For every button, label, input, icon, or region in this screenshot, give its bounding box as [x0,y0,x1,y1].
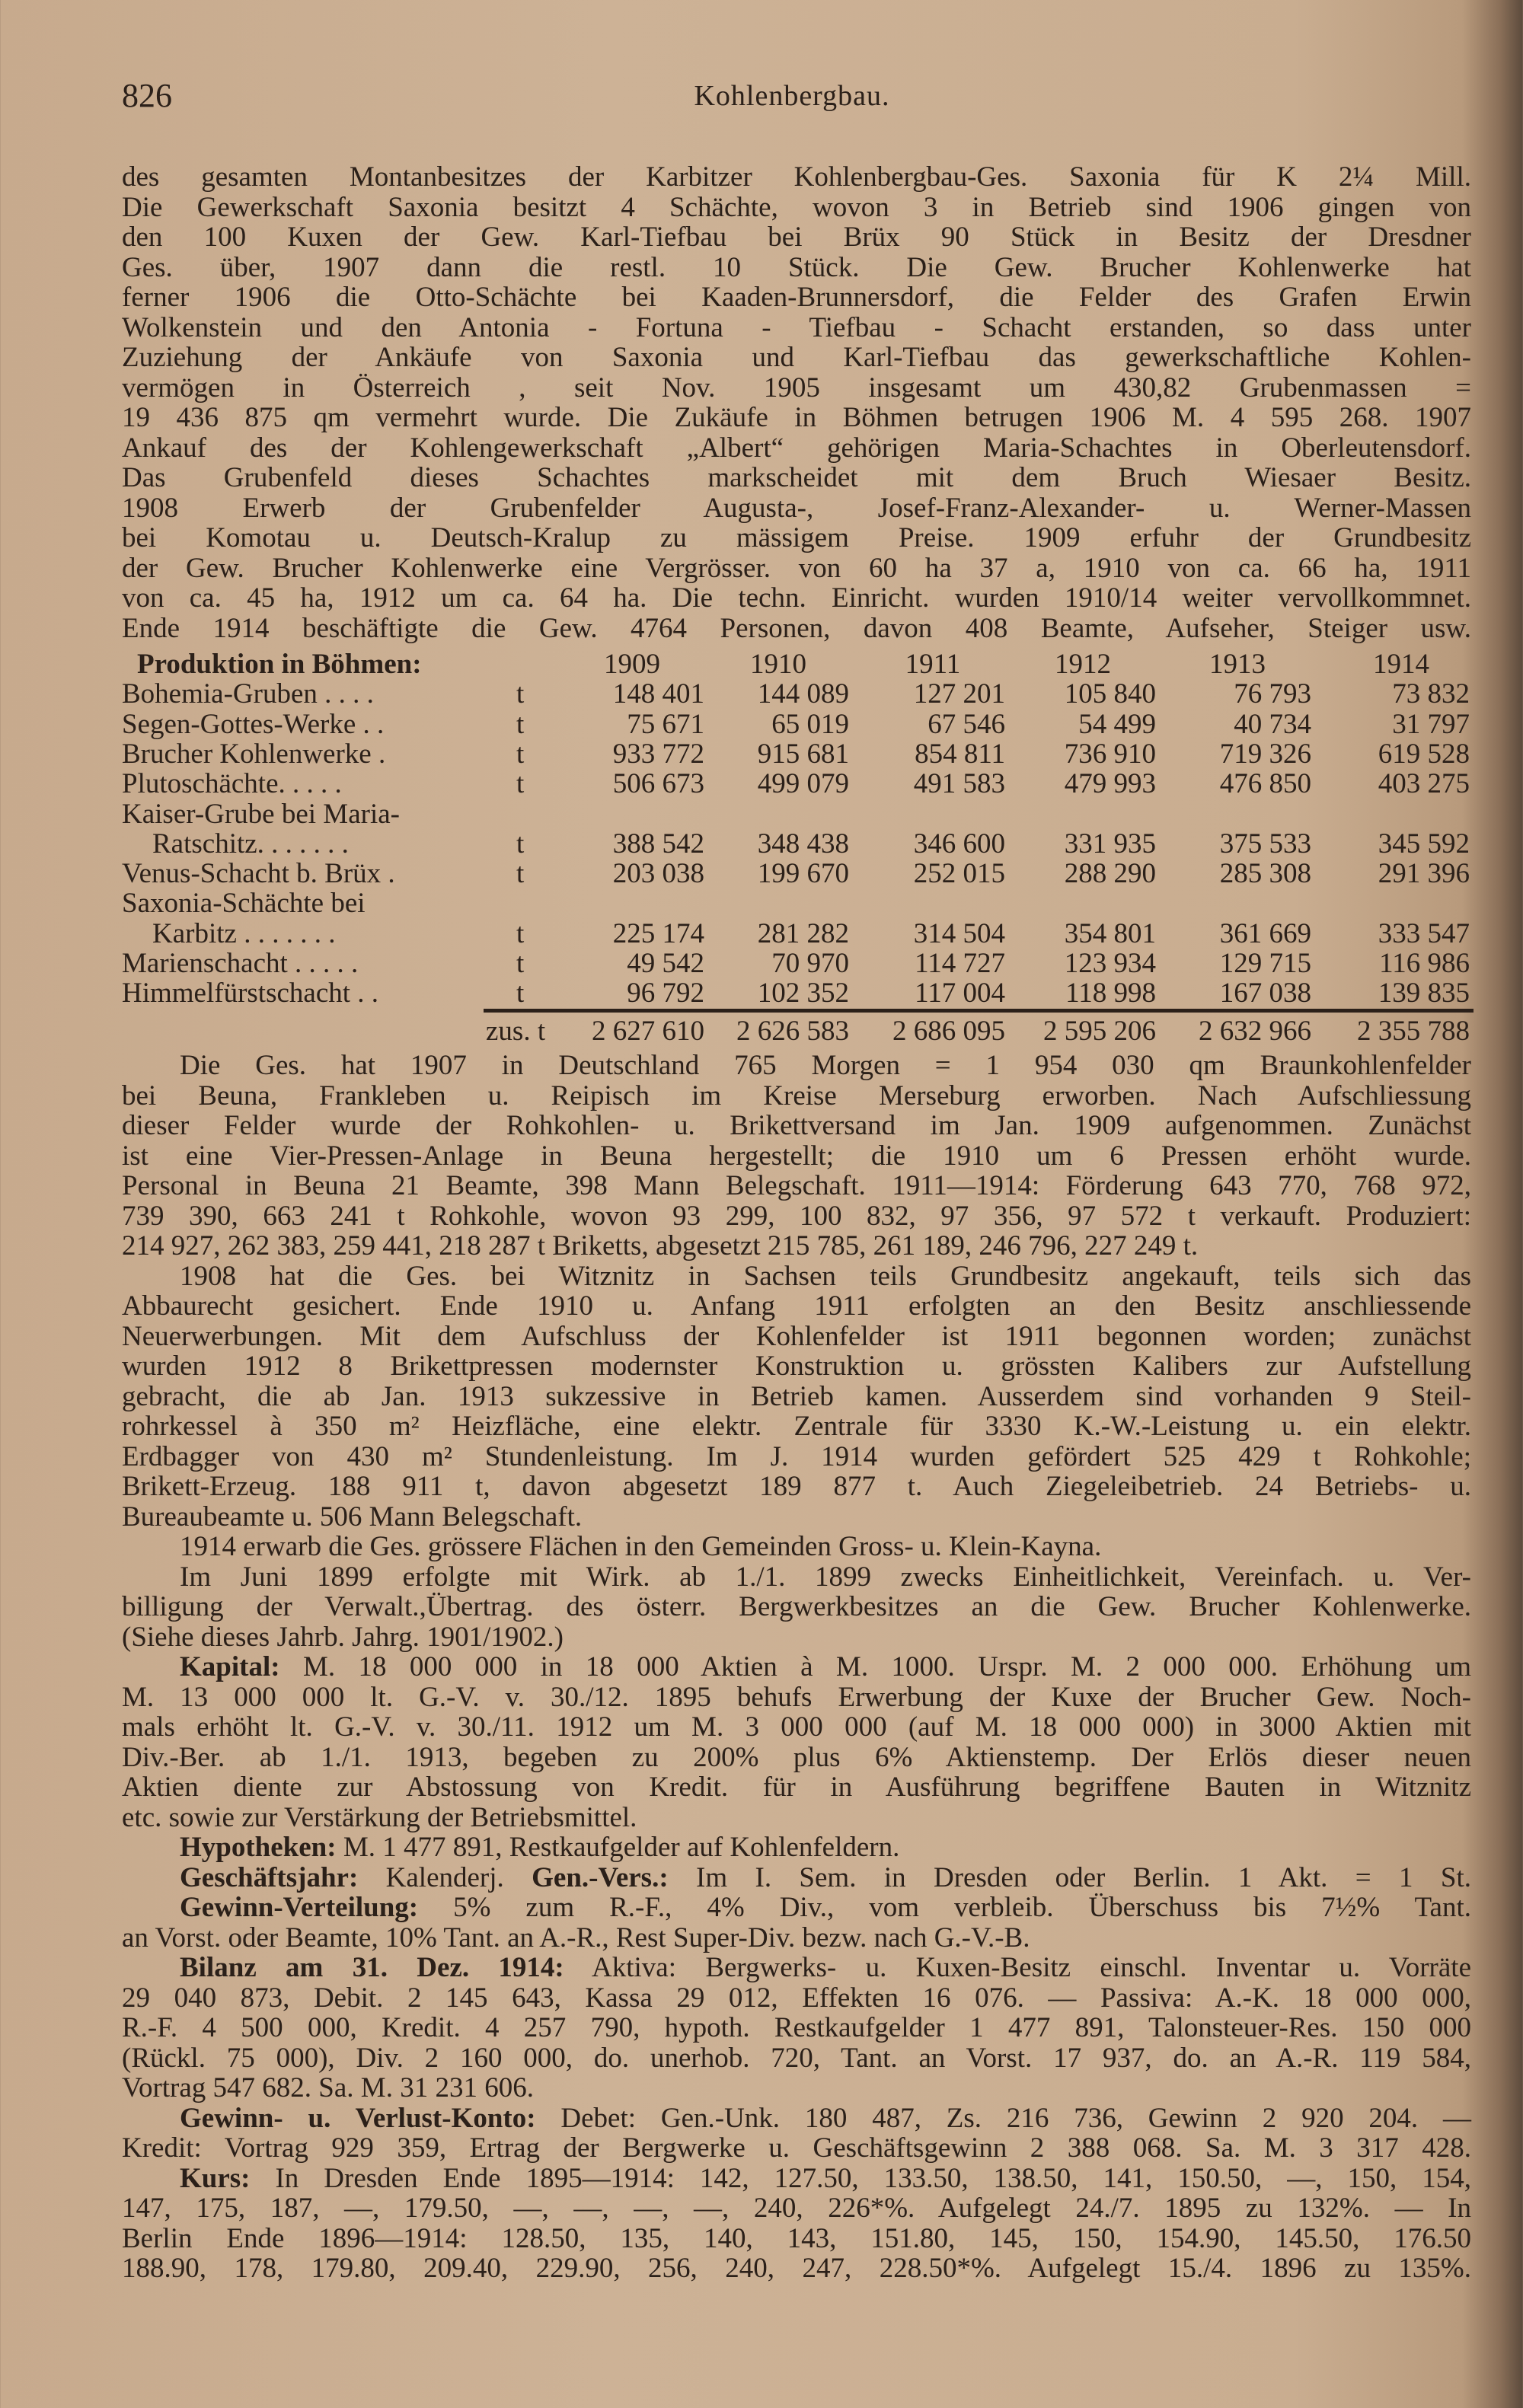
paragraph [122,1261,1471,1533]
text-line: R.-F. 4 500 000, Kredit. 4 257 790, hypoth. Restkaufgelder 1 477 891, Talonsteuer-Res. 150 000 [122,2012,1471,2043]
text-line: Kredit: Vortrag 929 359, Ertrag der Bergwerke u. Geschäftsgewinn 2 388 068. Sa. M. 3 317 428. [122,2132,1471,2164]
text-line: Vortrag 547 682. Sa. M. 31 231 606. [122,2072,534,2103]
paragraph [122,1051,1471,1261]
row-label: Marienschacht . . . . . [122,948,359,979]
total-cell: 2 595 206 [1043,1016,1156,1047]
text-line [122,2103,1471,2134]
table-cell: 225 174 [612,917,704,949]
paragraph [122,1562,1471,1653]
text-line: von ca. 45 ha, 1912 um ca. 64 ha. Die techn. Einricht. wurden 1910/14 weiter vervollkommnet. [122,582,1471,614]
text-line: rohrkessel à 350 m² Heizfläche, eine elektr. Zentrale für 3330 K.-W.-Leistung u. ein elektr. [122,1411,1471,1442]
run-in-heading: Kurs: [180,2162,251,2194]
text-line: 29 040 873, Debit. 2 145 643, Kassa 29 012, Effekten 16 076. — Passiva: A.-K. 18 000 000, [122,1982,1471,2014]
text-line: wurden 1912 8 Brikettpressen modernster Konstruktion u. grössten Kalibers zur Aufstellung [122,1351,1471,1382]
table-cell: 915 681 [757,738,849,770]
text-line: Die Gewerkschaft Saxonia besitzt 4 Schächte, wovon 3 in Betrieb sind 1906 gingen von [122,191,1471,223]
year-header: 1912 [1055,649,1111,680]
table-cell: 114 727 [915,948,1005,979]
table-cell: 54 499 [1078,708,1156,740]
table-cell: 76 793 [1234,678,1311,710]
text-run: Im I. Sem. in Dresden oder Berlin. 1 Akt. = 1 St. [668,1861,1471,1893]
table-row [122,799,1477,830]
table-cell: 331 935 [1064,828,1156,860]
table-cell: 314 504 [913,917,1005,949]
row-label: Saxonia-Schächte bei [122,888,366,920]
table-cell: 499 079 [757,768,849,800]
table-cell: 148 401 [612,678,704,710]
row-label: Karbitz . . . . . . . [152,917,336,949]
text-line: gebracht, die ab Jan. 1913 sukzessive in Betrieb kamen. Ausserdem sind vorhanden 9 Steil- [122,1380,1471,1412]
unit-label: t [516,708,525,740]
paragraph [122,1893,1471,1953]
table-title: Produktion in Böhmen: [137,649,422,680]
table-cell: 375 533 [1219,828,1311,860]
table-cell: 116 986 [1379,948,1470,979]
text-line: Erdbagger von 430 m² Stundenleistung. Im J. 1914 wurden gefördert 525 429 t Rohkohle; [122,1440,1471,1472]
table-cell: 203 038 [612,858,704,890]
table-cell: 506 673 [612,768,704,800]
text-line [122,1893,1471,1923]
paragraph [122,2103,1471,2164]
text-run: Kalenderj. [358,1861,532,1893]
text-line: dieser Felder wurde der Rohkohlen- u. Brikettversand im Jan. 1909 aufgenommen. Zunächst [122,1110,1471,1141]
table-cell: 252 015 [913,858,1005,890]
unit-label: t [516,978,525,1009]
text-line: Ges. über, 1907 dann die restl. 10 Stück. Die Gew. Brucher Kohlenwerke hat [122,251,1471,283]
paragraph [122,1863,1471,1893]
top-paragraph [122,162,1471,643]
text-line: den 100 Kuxen der Gew. Karl-Tiefbau bei Brüx 90 Stück in Besitz der Dresdner [122,222,1471,253]
text-line: 1908 Erwerb der Grubenfelder Augusta-, Josef-Franz-Alexander- u. Werner-Massen [122,492,1471,524]
text-line: Zuziehung der Ankäufe von Saxonia und Karl-Tiefbau das gewerkschaftliche Kohlen- [122,342,1471,373]
text-run: 5% zum R.-F., 4% Div., vom verbleib. Überschuss bis 7½% Tant. [418,1892,1471,1923]
unit-label: t [516,858,525,890]
table-cell: 619 528 [1378,738,1470,770]
table-cell: 127 201 [913,678,1005,710]
text-line [122,1863,1471,1893]
table-cell: 333 547 [1378,917,1470,949]
row-label: Ratschitz. . . . . . . [152,828,349,860]
run-in-heading: Gen.-Vers.: [532,1861,669,1893]
table-cell: 403 275 [1378,768,1470,800]
unit-label: t [516,828,525,860]
table-cell: 476 850 [1219,768,1311,800]
table-cell: 117 004 [915,978,1005,1009]
table-row [122,888,1477,919]
table-cell: 144 089 [757,678,849,710]
table-cell: 118 998 [1065,978,1156,1009]
text-line: ist eine Vier-Pressen-Anlage in Beuna hergestellt; die 1910 um 6 Pressen erhöht wurde. [122,1140,1471,1172]
unit-label: t [516,917,525,949]
text-line: 147, 175, 187, —, 179.50, —, —, —, —, 240, 226*%. Aufgelegt 24./7. 1895 zu 132%. — In [122,2193,1471,2224]
unit-label: t [516,948,525,979]
table-cell: 102 352 [757,978,849,1009]
text-line: billigung der Verwalt.,Übertrag. des österr. Bergwerkbesitzes an die Gew. Brucher Kohlenwerke. [122,1591,1471,1622]
text-run: M. 18 000 000 in 18 000 Aktien à M. 1000. Urspr. M. 2 000 000. Erhöhung um [279,1651,1471,1682]
table-cell: 73 832 [1392,678,1470,710]
text-line: Die Ges. hat 1907 in Deutschland 765 Morgen = 1 954 030 qm Braunkohlenfelder [180,1050,1471,1081]
text-line: 214 927, 262 383, 259 441, 218 287 t Briketts, abgesetzt 215 785, 261 189, 246 796, 227 249 t. [122,1230,1199,1261]
paragraph [122,2164,1471,2284]
table-cell: 96 792 [627,978,704,1009]
text-line: Div.-Ber. ab 1./1. 1913, begeben zu 200% plus 6% Aktienstemp. Der Erlös dieser neuen [122,1741,1471,1773]
text-line: M. 13 000 000 lt. G.-V. v. 30./12. 1895 behufs Erwerbung der Kuxe der Brucher Gew. Noch- [122,1681,1471,1713]
row-label: Segen-Gottes-Werke . . [122,708,385,740]
table-cell: 75 671 [627,708,704,740]
year-header: 1913 [1209,649,1266,680]
text-line: Im Juni 1899 erfolgte mit Wirk. ab 1./1. 1899 zwecks Einheitlichkeit, Vereinfach. u. Ver- [180,1561,1471,1593]
text-line: bei Beuna, Frankleben u. Reipisch im Kreise Merseburg erworben. Nach Aufschliessung [122,1080,1471,1112]
run-in-heading: Gewinn-Verteilung: [180,1892,419,1923]
text-line [122,1953,1471,1983]
running-title: Kohlenbergbau. [694,80,890,112]
year-header: 1911 [905,649,961,680]
table-cell: 291 396 [1378,858,1470,890]
table-row [122,949,1477,979]
text-line: Das Grubenfeld dieses Schachtes markscheidet mit dem Bruch Wiesaer Besitz. [122,462,1471,493]
table-cell: 854 811 [915,738,1005,770]
total-cell: 2 355 788 [1357,1016,1470,1047]
text-line: Neuerwerbungen. Mit dem Aufschluss der Kohlenfelder ist 1911 begonnen worden; zunächst [122,1320,1471,1352]
unit-label: t [516,678,525,710]
unit-label: t [516,768,525,800]
table-cell: 346 600 [913,828,1005,860]
paragraph [122,1652,1471,1832]
text-line: (Rückl. 75 000), Div. 2 160 000, do. unerhob. 720, Tant. an Vorst. 17 937, do. an A.-R. 119 584, [122,2042,1471,2074]
paragraph [122,1832,1471,1863]
text-line [122,2164,1471,2194]
total-label: zus. t [486,1016,546,1047]
paragraph [122,1532,1471,1562]
table-row [122,829,1477,860]
body-text [122,1051,1471,2284]
text-line: mals erhöht lt. G.-V. v. 30./11. 1912 um M. 3 000 000 (auf M. 18 000 000) in 3000 Aktien mit [122,1711,1471,1743]
row-label: Himmelfürstschacht . . [122,978,379,1009]
text-line [122,1652,1471,1682]
run-in-heading: Geschäftsjahr: [180,1861,359,1893]
table-cell: 129 715 [1219,948,1311,979]
year-header: 1909 [604,649,660,680]
total-cell: 2 627 610 [592,1016,704,1047]
text-line: 739 390, 663 241 t Rohkohle, wovon 93 299, 100 832, 97 356, 97 572 t verkauft. Produziert: [122,1200,1471,1232]
table-cell: 281 282 [757,917,849,949]
table-row [122,679,1477,710]
table-row [122,739,1477,770]
text-line: etc. sowie zur Verstärkung der Betriebsmittel. [122,1801,637,1833]
total-cell: 2 626 583 [736,1016,849,1047]
text-line [122,1832,1471,1863]
text-run: In Dresden Ende 1895—1914: 142, 127.50, 133.50, 138.50, 141, 150.50, —, 150, 154, [250,2162,1471,2194]
run-in-heading: Bilanz am 31. Dez. 1914: [180,1952,564,1983]
total-cell: 2 632 966 [1199,1016,1311,1047]
table-row [122,978,1477,1009]
text-line: Brikett-Erzeug. 188 911 t, davon abgesetzt 189 877 t. Auch Ziegeleibetrieb. 24 Betriebs- u. [122,1471,1471,1502]
year-header: 1914 [1373,649,1429,680]
page-number: 826 [122,77,172,114]
text-run: Aktiva: Bergwerks- u. Kuxen-Besitz einschl. Inventar u. Vorräte [564,1952,1471,1983]
paragraph [122,1953,1471,2103]
table-header-row [122,649,1477,680]
table-cell: 199 670 [757,858,849,890]
unit-label: t [516,738,525,770]
table-cell: 361 669 [1219,917,1311,949]
row-label: Plutoschächte. . . . . [122,768,342,800]
table-cell: 491 583 [913,768,1005,800]
text-line: ferner 1906 die Otto-Schächte bei Kaaden-Brunnersdorf, die Felder des Grafen Erwin [122,282,1471,313]
text-line: des gesamten Montanbesitzes der Karbitzer Kohlenbergbau-Ges. Saxonia für K 2¼ Mill. [122,161,1471,193]
table-row [122,769,1477,799]
table-cell: 933 772 [612,738,704,770]
table-cell: 167 038 [1219,978,1311,1009]
text-line: 1914 erwarb die Ges. grössere Flächen in den Gemeinden Gross- u. Klein-Kayna. [180,1531,1102,1562]
text-line: Wolkenstein und den Antonia - Fortuna - Tiefbau - Schacht erstanden, so dass unter [122,311,1471,343]
table-cell: 31 797 [1392,708,1470,740]
table-cell: 40 734 [1234,708,1311,740]
text-line: 1908 hat die Ges. bei Witznitz in Sachsen teils Grundbesitz angekauft, teils sich das [180,1260,1471,1292]
year-header: 1910 [750,649,806,680]
row-label: Brucher Kohlenwerke . [122,738,386,770]
table-cell: 348 438 [757,828,849,860]
run-in-heading: Kapital: [180,1651,280,1682]
table-total-row [122,1016,1477,1047]
text-line: vermögen in Österreich , seit Nov. 1905 insgesamt um 430,82 Grubenmassen = [122,372,1471,403]
table-cell: 479 993 [1064,768,1156,800]
text-line: Berlin Ende 1896—1914: 128.50, 135, 140, 143, 151.80, 145, 150, 154.90, 145.50, 176.50 [122,2222,1471,2254]
table-cell: 49 542 [627,948,704,979]
table-cell: 736 910 [1064,738,1156,770]
production-table [122,649,1477,1045]
table-row [122,710,1477,740]
table-cell: 70 970 [771,948,849,979]
text-line: bei Komotau u. Deutsch-Kralup zu mässigem Preise. 1909 erfuhr der Grundbesitz [122,522,1471,553]
text-line: Ankauf des der Kohlengewerkschaft „Albert“ gehörigen Maria-Schachtes in Oberleutensdorf. [122,432,1471,464]
table-row [122,919,1477,949]
table-cell: 65 019 [771,708,849,740]
text-line: Abbaurecht gesichert. Ende 1910 u. Anfang 1911 erfolgten an den Besitz anschliessende [122,1290,1471,1322]
text-line: Aktien diente zur Abstossung von Kredit. für in Ausführung begriffene Bauten in Witznitz [122,1772,1471,1803]
text-run: Debet: Gen.-Unk. 180 487, Zs. 216 736, Gewinn 2 920 204. — [535,2102,1472,2134]
run-in-heading: Hypotheken: [180,1832,337,1863]
row-label: Venus-Schacht b. Brüx . [122,858,395,890]
table-row [122,859,1477,889]
total-cell: 2 686 095 [892,1016,1005,1047]
table-cell: 285 308 [1219,858,1311,890]
text-line: der Gew. Brucher Kohlenwerke eine Vergrösser. von 60 ha 37 a, 1910 von ca. 66 ha, 1911 [122,552,1471,584]
text-run: M. 1 477 891, Restkaufgelder auf Kohlenfeldern. [336,1832,900,1863]
sum-rule [484,1009,1474,1013]
text-line: (Siehe dieses Jahrb. Jahrg. 1901/1902.) [122,1621,564,1653]
text-line: an Vorst. oder Beamte, 10% Tant. an A.-R., Rest Super-Div. bezw. nach G.-V.-B. [122,1922,1030,1954]
text-line: 188.90, 178, 179.80, 209.40, 229.90, 256, 240, 247, 228.50*%. Aufgelegt 15./4. 1896 zu 135%. [122,2253,1471,2284]
table-cell: 139 835 [1378,978,1470,1009]
text-line: Ende 1914 beschäftigte die Gew. 4764 Personen, davon 408 Beamte, Aufseher, Steiger usw. [122,612,1471,644]
table-cell: 345 592 [1378,828,1470,860]
table-cell: 354 801 [1064,917,1156,949]
table-cell: 105 840 [1064,678,1156,710]
run-in-heading: Gewinn- u. Verlust-Konto: [180,2102,536,2134]
table-cell: 288 290 [1064,858,1156,890]
table-cell: 67 546 [928,708,1005,740]
text-line: 19 436 875 qm vermehrt wurde. Die Zukäufe in Böhmen betrugen 1906 M. 4 595 268. 1907 [122,402,1471,433]
text-line: Bureaubeamte u. 506 Mann Belegschaft. [122,1501,583,1533]
row-label: Bohemia-Gruben . . . . [122,678,374,710]
row-label: Kaiser-Grube bei Maria- [122,798,400,830]
table-cell: 388 542 [612,828,704,860]
text-line: Personal in Beuna 21 Beamte, 398 Mann Belegschaft. 1911—1914: Förderung 643 770, 768 972, [122,1170,1471,1201]
table-cell: 719 326 [1219,738,1311,770]
table-cell: 123 934 [1064,948,1156,979]
